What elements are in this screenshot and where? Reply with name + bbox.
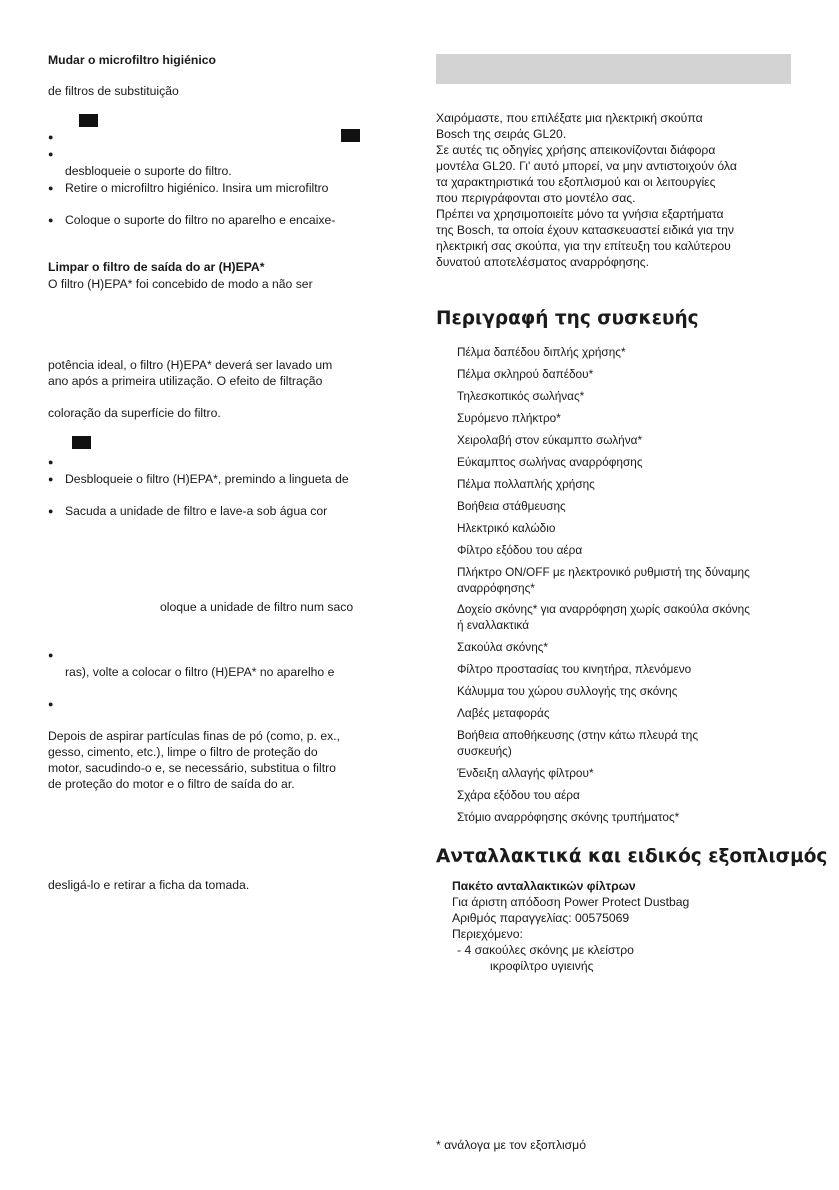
list-item: Βοήθεια αποθήκευσης (στην κάτω πλευρά της [457, 728, 699, 742]
bullet-shake-filter: ● Sacuda a unidade de filtro e lave-a sob água cor [65, 503, 327, 519]
text-replacement-filters: de filtros de substituição [48, 84, 179, 98]
list-item: Πέλμα δαπέδου διπλής χρήσης* [457, 345, 626, 359]
text-dust-3: motor, sacudindo-o e, se necessário, substitua o filtro [48, 761, 336, 775]
text-reinsert-hepa: ras), volte a colocar o filtro (H)EPA* no aparelho e [65, 665, 335, 679]
list-item: Εύκαμπτος σωλήνας αναρρόφησης [457, 455, 643, 469]
text-dust-2: gesso, cimento, etc.), limpe o filtro de proteção do [48, 745, 318, 759]
text-dust-4: de proteção do motor e o filtro de saída do ar. [48, 777, 295, 791]
list-item-cont: αναρρόφησης* [457, 581, 535, 595]
text-dust-1: Depois de aspirar partículas finas de pó (como, p. ex., [48, 729, 340, 743]
intro-line: Πρέπει να χρησιμοποιείτε μόνο τα γνήσια εξαρτήματα [436, 207, 724, 221]
intro-line: δυνατού αποτελέσματος αναρρόφησης. [436, 255, 650, 269]
heading-change-microfilter: Mudar o microfiltro higiénico [48, 53, 216, 67]
list-item: Φίλτρο εξόδου του αέρα [457, 543, 583, 557]
list-item: Σχάρα εξόδου του αέρα [457, 788, 580, 802]
list-item: Λαβές μεταφοράς [457, 706, 550, 720]
pack-line: Αριθμός παραγγελίας: 00575069 [452, 911, 630, 925]
list-item: Σακούλα σκόνης* [457, 640, 549, 654]
list-item: Στόμιο αναρρόφησης σκόνης τρυπήματος* [457, 810, 680, 824]
list-item: Χειρολαβή στον εύκαμπτο σωλήνα* [457, 433, 643, 447]
list-item: Συρόμενο πλήκτρο* [457, 411, 561, 425]
list-item: Δοχείο σκόνης* για αναρρόφηση χωρίς σακούλα σκόνης [457, 602, 750, 616]
list-item: Ένδειξη αλλαγής φίλτρου* [457, 766, 594, 780]
intro-line: Σε αυτές τις οδηγίες χρήσης απεικονίζονται διάφορα [436, 143, 716, 157]
list-item-cont: συσκευής) [457, 744, 512, 758]
text-unlock-holder: desbloqueie o suporte do filtro. [65, 164, 232, 178]
redacted-block [72, 436, 91, 449]
text-hepa-3: ano após a primeira utilização. O efeito de filtração [48, 374, 323, 388]
intro-line: που περιγράφονται στο μοντέλο σας. [436, 191, 636, 205]
heading-device-description: Περιγραφή της συσκευής [436, 308, 699, 329]
list-item: Πλήκτρο ON/OFF με ηλεκτρονικό ρυθμιστή της δύναμης [457, 565, 750, 579]
list-item-cont: ή εναλλακτικά [457, 618, 530, 632]
intro-line: τα χαρακτηριστικά του εξοπλισμού και οι λειτουργίες [436, 175, 716, 189]
text-filter-bag: oloque a unidade de filtro num saco [160, 600, 354, 614]
list-item: Φίλτρο προστασίας του κινητήρα, πλενόμενο [457, 662, 692, 676]
heading-accessories: Ανταλλακτικά και ειδικός εξοπλισμός [436, 846, 828, 867]
pack-title: Πακέτο ανταλλακτικών φίλτρων [452, 879, 636, 893]
text-unplug: desligá-lo e retirar a ficha da tomada. [48, 878, 250, 892]
heading-clean-hepa: Limpar o filtro de saída do ar (H)EPA* [48, 260, 265, 274]
redacted-block [79, 114, 98, 127]
bullet-place-holder: ● Coloque o suporte do filtro no aparelho e encaixe- [65, 212, 335, 228]
text-hepa-1: O filtro (H)EPA* foi concebido de modo a não ser [48, 277, 313, 291]
pack-line: Για άριστη απόδοση Power Protect Dustbag [452, 895, 690, 909]
text-hepa-4: coloração da superfície do filtro. [48, 406, 221, 420]
intro-line: της Bosch, τα οποία έχουν κατασκευαστεί ειδικά για την [436, 223, 734, 237]
list-item: Ηλεκτρικό καλώδιο [457, 521, 556, 535]
intro-line: Bosch της σειράς GL20. [436, 127, 567, 141]
list-item: Πέλμα πολλαπλής χρήσης [457, 477, 595, 491]
pack-line: Περιεχόμενο: [452, 927, 523, 941]
bullet-remove-microfilter: ● Retire o microfiltro higiénico. Insira um microfiltro [65, 180, 328, 196]
bullet-unlock-hepa: ● Desbloqueie o filtro (H)EPA*, premindo a lingueta de [65, 471, 349, 487]
redacted-block [341, 129, 360, 142]
footnote: * ανάλογα με τον εξοπλισμό [436, 1138, 586, 1152]
text-hepa-2: potência ideal, o filtro (H)EPA* deverá ser lavado um [48, 358, 333, 372]
pack-line: - 4 σακούλες σκόνης με κλείστρο [457, 943, 634, 957]
list-item: Βοήθεια στάθμευσης [457, 499, 566, 513]
list-item: Τηλεσκοπικός σωλήνας* [457, 389, 585, 403]
list-item: Κάλυμμα του χώρου συλλογής της σκόνης [457, 684, 678, 698]
pack-line: ικροφίλτρο υγιεινής [490, 959, 594, 973]
section-header-bar [436, 54, 791, 84]
intro-line: Χαιρόμαστε, που επιλέξατε μια ηλεκτρική σκούπα [436, 111, 703, 125]
intro-line: μοντέλα GL20. Γι' αυτό μπορεί, να μην αντιστοιχούν όλα [436, 159, 737, 173]
intro-line: ηλεκτρική σας σκούπα, για την επίτευξη του καλύτερου [436, 239, 731, 253]
list-item: Πέλμα σκληρού δαπέδου* [457, 367, 594, 381]
